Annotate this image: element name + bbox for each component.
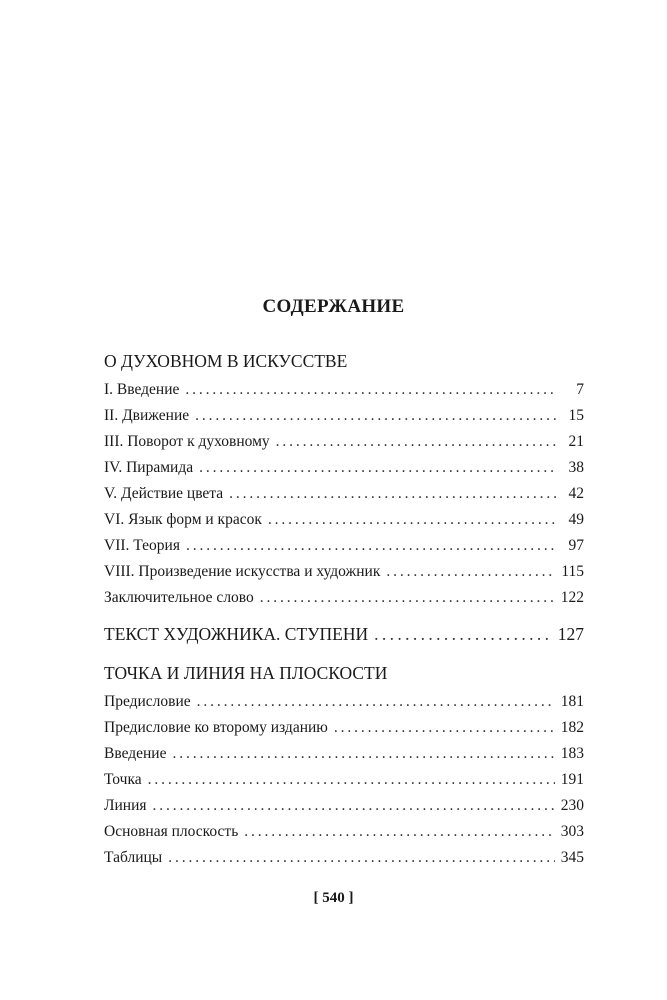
toc-entry-label: IV. Пирамида <box>104 459 194 476</box>
toc-entry-label: V. Действие цвета <box>104 485 224 502</box>
toc-entry[interactable] <box>104 381 584 399</box>
toc-entry-page: 49 <box>568 511 584 528</box>
toc-entry-label: I. Введение <box>104 381 180 398</box>
toc-entry[interactable] <box>104 797 584 815</box>
leader-dots <box>168 849 555 867</box>
toc-entry[interactable] <box>104 433 584 451</box>
toc-entry-page: 345 <box>560 849 584 866</box>
toc-entry[interactable] <box>104 823 584 841</box>
toc-entry[interactable] <box>104 511 584 529</box>
toc-entry-label: ТЕКСТ ХУДОЖНИКА. СТУПЕНИ <box>104 624 369 644</box>
toc-entry-label: VI. Язык форм и красок <box>104 511 262 528</box>
section-heading-point-line: ТОЧКА И ЛИНИЯ НА ПЛОСКОСТИ <box>104 663 388 683</box>
section-heading-spiritual: О ДУХОВНОМ В ИСКУССТВЕ <box>104 351 348 371</box>
toc-entry-label: Точка <box>104 771 142 788</box>
toc-entry-label: VII. Теория <box>104 537 180 554</box>
toc-entry[interactable] <box>104 693 584 711</box>
toc-entry-page: 38 <box>568 459 584 476</box>
leader-dots <box>244 823 554 841</box>
toc-entry[interactable] <box>104 589 584 607</box>
leader-dots <box>334 719 555 737</box>
toc-entry-page: 191 <box>560 771 584 788</box>
toc-entry-label: Предисловие ко второму изданию <box>104 719 328 736</box>
toc-entry[interactable] <box>104 459 584 477</box>
leader-dots <box>260 589 555 607</box>
toc-entry-page: 21 <box>568 433 584 450</box>
toc-entry-artist-text[interactable] <box>104 624 584 645</box>
leader-dots <box>229 485 556 503</box>
page-title: СОДЕРЖАНИЕ <box>262 296 405 317</box>
leader-dots <box>172 745 554 763</box>
toc-entry[interactable] <box>104 485 584 503</box>
toc-entry[interactable] <box>104 745 584 763</box>
toc-entry-label: Основная плоскость <box>104 823 239 840</box>
toc-entry-label: Линия <box>104 797 147 814</box>
leader-dots <box>199 459 556 477</box>
toc-entry-page: 97 <box>568 537 584 554</box>
leader-dots <box>186 537 556 555</box>
toc-entry[interactable] <box>104 407 584 425</box>
toc-entry-page: 7 <box>576 381 584 398</box>
toc-entry-page: 115 <box>561 563 584 580</box>
toc-entry-page: 181 <box>560 693 584 710</box>
toc-entry-label: Таблицы <box>104 849 163 866</box>
toc-entry-label: Предисловие <box>104 693 191 710</box>
toc-entry-label: III. Поворот к духовному <box>104 433 270 450</box>
leader-dots <box>195 407 556 425</box>
toc-entry-page: 15 <box>568 407 584 424</box>
toc-entry-page: 42 <box>568 485 584 502</box>
leader-dots <box>148 771 555 789</box>
leader-dots <box>197 693 555 711</box>
toc-entry-page: 183 <box>560 745 584 762</box>
toc-entry-page: 230 <box>560 797 584 814</box>
leader-dots <box>268 511 556 529</box>
toc-entry[interactable] <box>104 771 584 789</box>
toc-entry-page: 122 <box>560 589 584 606</box>
leader-dots <box>386 563 555 581</box>
toc-entry-label: Введение <box>104 745 167 762</box>
toc-entry[interactable] <box>104 849 584 867</box>
toc-entry-page: 303 <box>560 823 584 840</box>
leader-dots <box>276 433 556 451</box>
toc-entry-label: VIII. Произведение искусства и художник <box>104 563 381 580</box>
toc-entry-page: 127 <box>557 624 584 644</box>
toc-entry-label: Заключительное слово <box>104 589 254 606</box>
page-number: [ 540 ] <box>313 890 354 906</box>
toc-entry[interactable] <box>104 719 584 737</box>
toc-entry[interactable] <box>104 563 584 581</box>
toc-entry-label: II. Движение <box>104 407 190 424</box>
toc-entry[interactable] <box>104 537 584 555</box>
leader-dots <box>185 381 556 399</box>
leader-dots <box>374 624 552 645</box>
leader-dots <box>153 797 555 815</box>
toc-entry-page: 182 <box>560 719 584 736</box>
